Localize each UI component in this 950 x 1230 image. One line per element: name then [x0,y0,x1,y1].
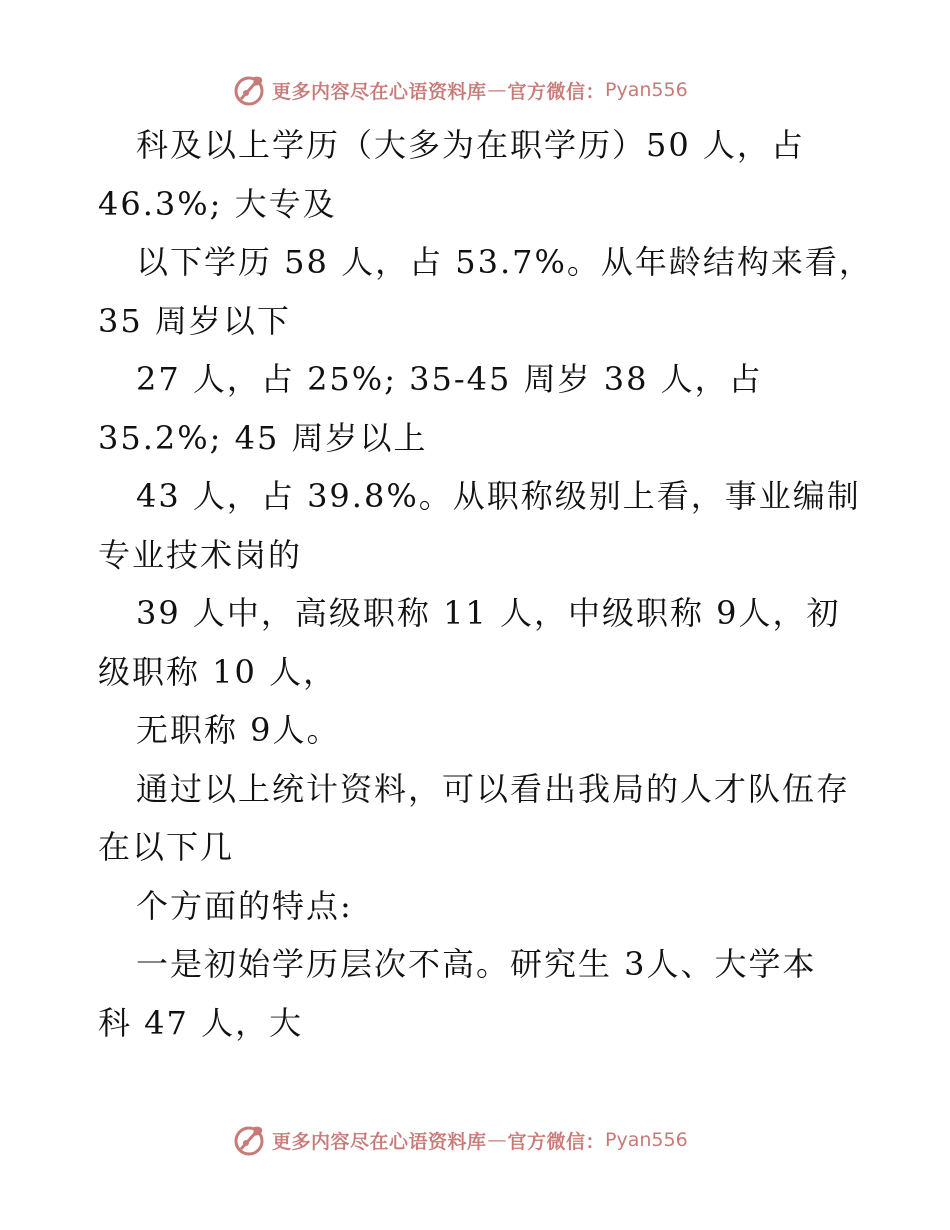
body-line: 一是初始学历层次不高。研究生 3人、大学本 [136,945,817,983]
footer-watermark [232,1122,688,1158]
body-line: 个方面的特点: [136,886,353,925]
body-line: 35 周岁以下 [98,301,291,340]
body-line: 通过以上统计资料，可以看出我局的人才队伍存 [136,769,851,808]
quill-seal-logo-icon [232,73,266,107]
quill-seal-logo-icon [232,1123,266,1157]
watermark-label: 官方微信： [507,80,606,103]
header-watermark [232,72,688,108]
body-line: 科 47 人，大 [98,1003,304,1042]
body-line: 46.3%; 大专及 [98,184,337,223]
body-line: 43 人，占 39.8%。从职称级别上看，事业编制 [136,477,861,515]
body-line: 以下学历 58 人，占 53.7%。从年龄结构来看， [136,243,873,281]
body-line: 35.2%; 45 周岁以上 [98,418,428,457]
watermark-account: Pyan556 [605,1129,688,1151]
watermark-account: Pyan556 [605,79,688,101]
watermark-separator: — [487,79,507,101]
body-line: 27 人，占 25%; 35-45 周岁 38 人，占 [136,360,763,398]
watermark-text: 更多内容尽在心语资料库 [272,80,487,103]
body-line: 无职称 9人。 [136,711,341,749]
watermark-text: 更多内容尽在心语资料库 [272,1130,487,1153]
watermark-separator: — [487,1129,507,1151]
body-line: 在以下几 [98,828,235,866]
watermark-label: 官方微信： [507,1130,606,1153]
document-body [98,116,898,1052]
body-line: 专业技术岗的 [98,535,303,574]
body-line: 级职称 10 人， [98,652,338,691]
body-line: 39 人中，高级职称 11 人，中级职称 9人，初 [136,594,841,632]
body-line: 科及以上学历（大多为在职学历）50 人，占 [136,126,805,164]
